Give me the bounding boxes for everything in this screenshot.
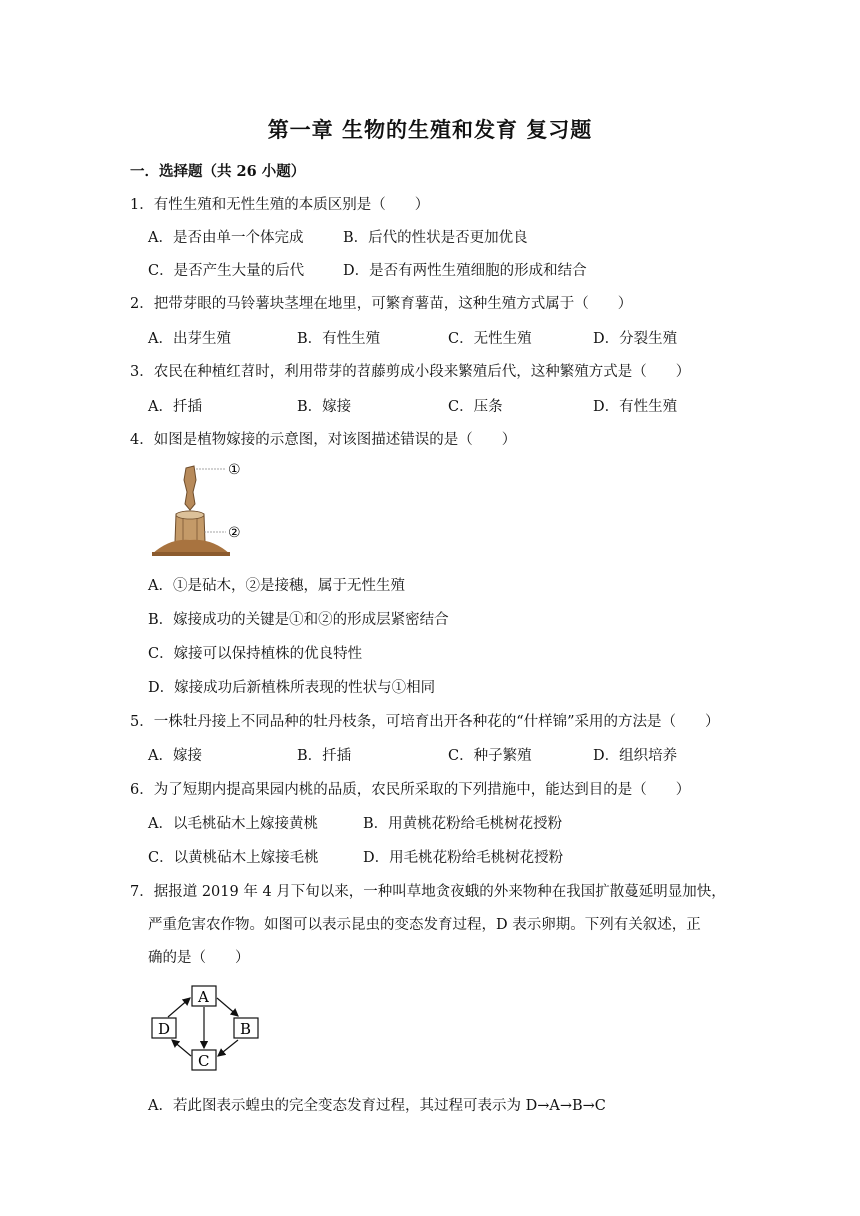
question-5-option-d: D．组织培养 (593, 748, 678, 764)
question-5-option-c: C．种子繁殖 (448, 748, 532, 764)
question-4-stem: 4．如图是植物嫁接的示意图，对该图描述错误的是（ ） (130, 432, 517, 448)
question-6-option-b: B．用黄桃花粉给毛桃树花授粉 (363, 816, 563, 832)
question-6-option-c: C．以黄桃砧木上嫁接毛桃 (148, 850, 319, 866)
question-4-option-d: D．嫁接成功后新植株所表现的性状与①相同 (148, 680, 436, 696)
question-3-option-b: B．嫁接 (297, 399, 352, 415)
question-2-option-d: D．分裂生殖 (593, 331, 678, 347)
question-6-stem: 6．为了短期内提高果园内桃的品质，农民所采取的下列措施中，能达到目的是（ ） (130, 782, 691, 798)
question-2-option-a: A．出芽生殖 (148, 331, 231, 347)
question-3-stem: 3．农民在种植红苕时，利用带芽的苕藤剪成小段来繁殖后代，这种繁殖方式是（ ） (130, 364, 691, 380)
stage-label-d: D (158, 1020, 171, 1038)
question-7-option-a: A．若此图表示蝗虫的完全变态发育过程，其过程可表示为 D→A→B→C (148, 1098, 606, 1114)
grafting-diagram (150, 458, 260, 560)
question-3-option-c: C．压条 (448, 399, 503, 415)
stage-label-c: C (198, 1052, 210, 1070)
question-4-option-a: A．①是砧木，②是接穗，属于无性生殖 (148, 578, 405, 594)
question-7-stem-line-3: 确的是（ ） (148, 950, 250, 966)
question-1-option-b: B．后代的性状是否更加优良 (343, 230, 528, 246)
question-3-option-d: D．有性生殖 (593, 399, 678, 415)
stage-label-b: B (240, 1020, 252, 1038)
question-5-option-a: A．嫁接 (148, 748, 202, 764)
page-title: 第一章 生物的生殖和发育 复习题 (267, 117, 593, 142)
question-1-option-c: C．是否产生大量的后代 (148, 263, 305, 279)
question-6-option-d: D．用毛桃花粉给毛桃树花授粉 (363, 850, 564, 866)
question-2-option-b: B．有性生殖 (297, 331, 381, 347)
metamorphosis-cycle-diagram (148, 980, 268, 1076)
question-7-stem-line-2: 严重危害农作物。如图可以表示昆虫的变态发育过程，D 表示卵期。下列有关叙述，正 (148, 917, 701, 933)
question-1-stem: 1．有性生殖和无性生殖的本质区别是（ ） (130, 197, 430, 213)
question-2-option-c: C．无性生殖 (448, 331, 532, 347)
diagram-label-1: ① (228, 462, 241, 478)
question-5-option-b: B．扦插 (297, 748, 352, 764)
question-1-option-a: A．是否由单一个体完成 (148, 230, 304, 246)
question-6-option-a: A．以毛桃砧木上嫁接黄桃 (148, 816, 318, 832)
question-4-option-c: C．嫁接可以保持植株的优良特性 (148, 646, 363, 662)
question-4-option-b: B．嫁接成功的关键是①和②的形成层紧密结合 (148, 612, 449, 628)
question-2-stem: 2．把带芽眼的马铃薯块茎埋在地里，可繁育薯苗，这种生殖方式属于（ ） (130, 296, 633, 312)
question-7-stem-line-1: 7．据报道 2019 年 4 月下旬以来，一种叫草地贪夜蛾的外来物种在我国扩散蔓延明显加快， (130, 884, 726, 900)
section-heading: 一．选择题（共 26 小题） (130, 163, 306, 180)
question-3-option-a: A．扦插 (148, 399, 202, 415)
question-1-option-d: D．是否有两性生殖细胞的形成和结合 (343, 263, 587, 279)
diagram-label-2: ② (228, 525, 241, 541)
stage-label-a: A (198, 988, 209, 1006)
question-5-stem: 5．一株牡丹接上不同品种的牡丹枝条，可培育出开各种花的“什样锦”采用的方法是（ ） (130, 714, 720, 730)
